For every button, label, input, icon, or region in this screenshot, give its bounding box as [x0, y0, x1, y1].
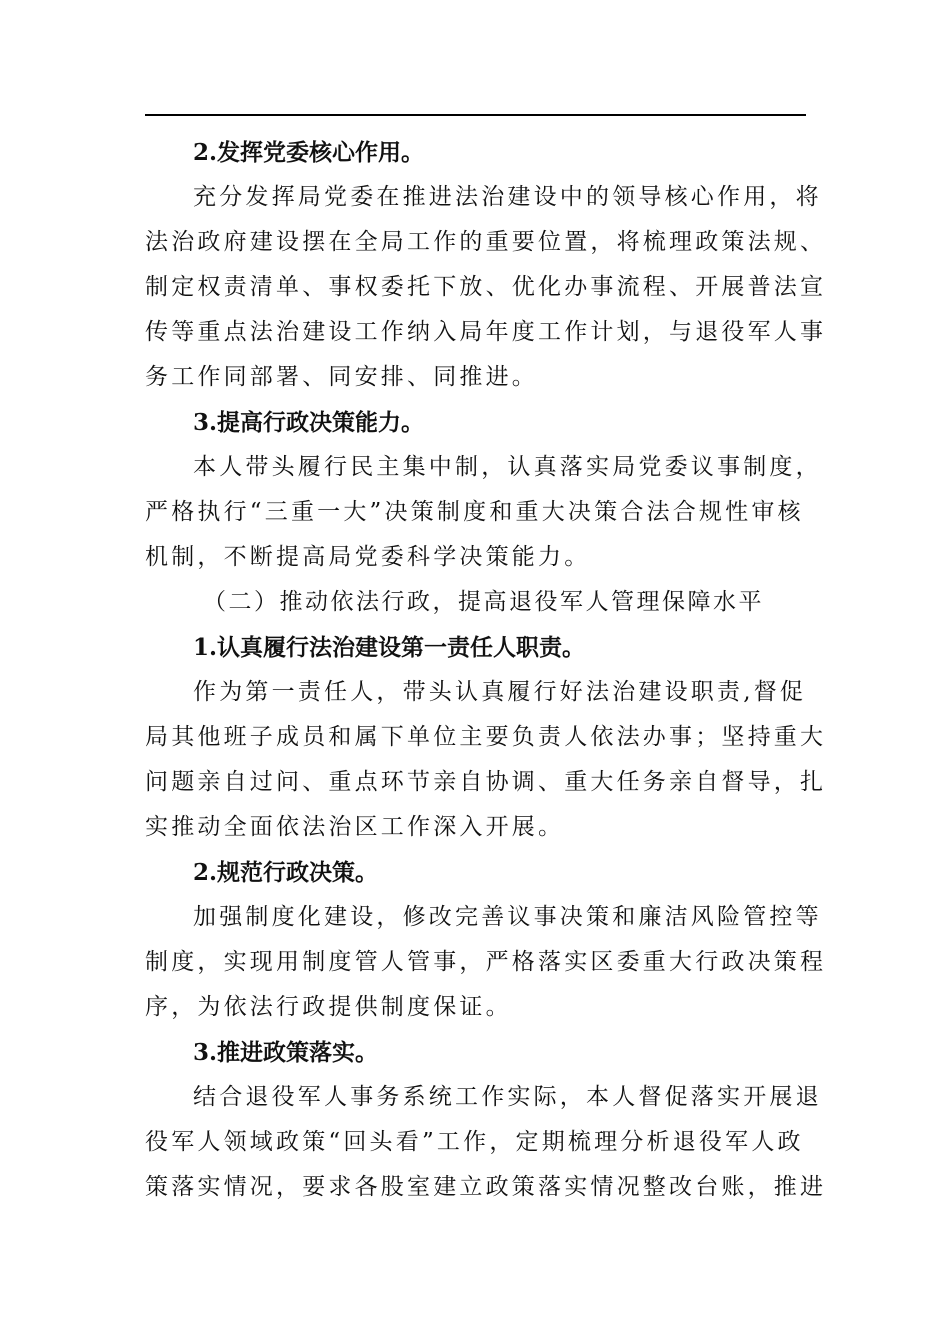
body-paragraph	[145, 1075, 827, 1210]
paragraph-line: 充分发挥局党委在推进法治建设中的领导核心作用，将	[193, 184, 822, 210]
paragraph-line: 役军人领域政策“回头看”工作，定期梳理分析退役军人政	[145, 1129, 804, 1155]
subsection-heading: 1.认真履行法治建设第一责任人职责。	[193, 634, 586, 661]
paragraph-line: 加强制度化建设，修改完善议事决策和廉洁风险管控等	[193, 904, 822, 930]
paragraph-line: 严格执行“三重一大”决策制度和重大决策合法合规性审核	[145, 499, 804, 525]
paragraph-line: 问题亲自过问、重点环节亲自协调、重大任务亲自督导，扎	[145, 769, 827, 795]
subsection-heading: 3.提高行政决策能力。	[193, 409, 425, 436]
paragraph-line: 务工作同部署、同安排、同推进。	[145, 364, 538, 390]
body-paragraph	[145, 895, 827, 1030]
paragraph-line: 局其他班子成员和属下单位主要负责人依法办事；坚持重大	[145, 724, 827, 750]
paragraph-line: 作为第一责任人，带头认真履行好法治建设职责,督促	[193, 679, 807, 705]
document-body	[145, 130, 827, 1210]
paragraph-line: 结合退役军人事务系统工作实际，本人督促落实开展退	[193, 1084, 822, 1110]
subsection-heading: 2.规范行政决策。	[193, 859, 379, 886]
paragraph-line: 传等重点法治建设工作纳入局年度工作计划，与退役军人事	[145, 319, 827, 345]
header-rule	[145, 114, 806, 116]
body-paragraph	[145, 445, 822, 580]
body-paragraph	[145, 175, 827, 400]
paragraph-line: 策落实情况，要求各股室建立政策落实情况整改台账，推进	[145, 1174, 827, 1200]
body-paragraph	[145, 670, 827, 850]
paragraph-line: 制度，实现用制度管人管事，严格落实区委重大行政决策程	[145, 949, 827, 975]
paragraph-line: 制定权责清单、事权委托下放、优化办事流程、开展普法宣	[145, 274, 827, 300]
paragraph-line: 本人带头履行民主集中制，认真落实局党委议事制度，	[193, 454, 822, 480]
paragraph-line: 法治政府建设摆在全局工作的重要位置，将梳理政策法规、	[145, 229, 827, 255]
subsection-heading: 3.推进政策落实。	[193, 1039, 379, 1066]
paragraph-line: 序，为依法行政提供制度保证。	[145, 994, 512, 1020]
subsection-heading: 2.发挥党委核心作用。	[193, 139, 425, 166]
paragraph-line: 实推动全面依法治区工作深入开展。	[145, 814, 565, 840]
paragraph-line: 机制，不断提高局党委科学决策能力。	[145, 544, 591, 570]
section-heading: （二）推动依法行政，提高退役军人管理保障水平	[203, 589, 764, 615]
